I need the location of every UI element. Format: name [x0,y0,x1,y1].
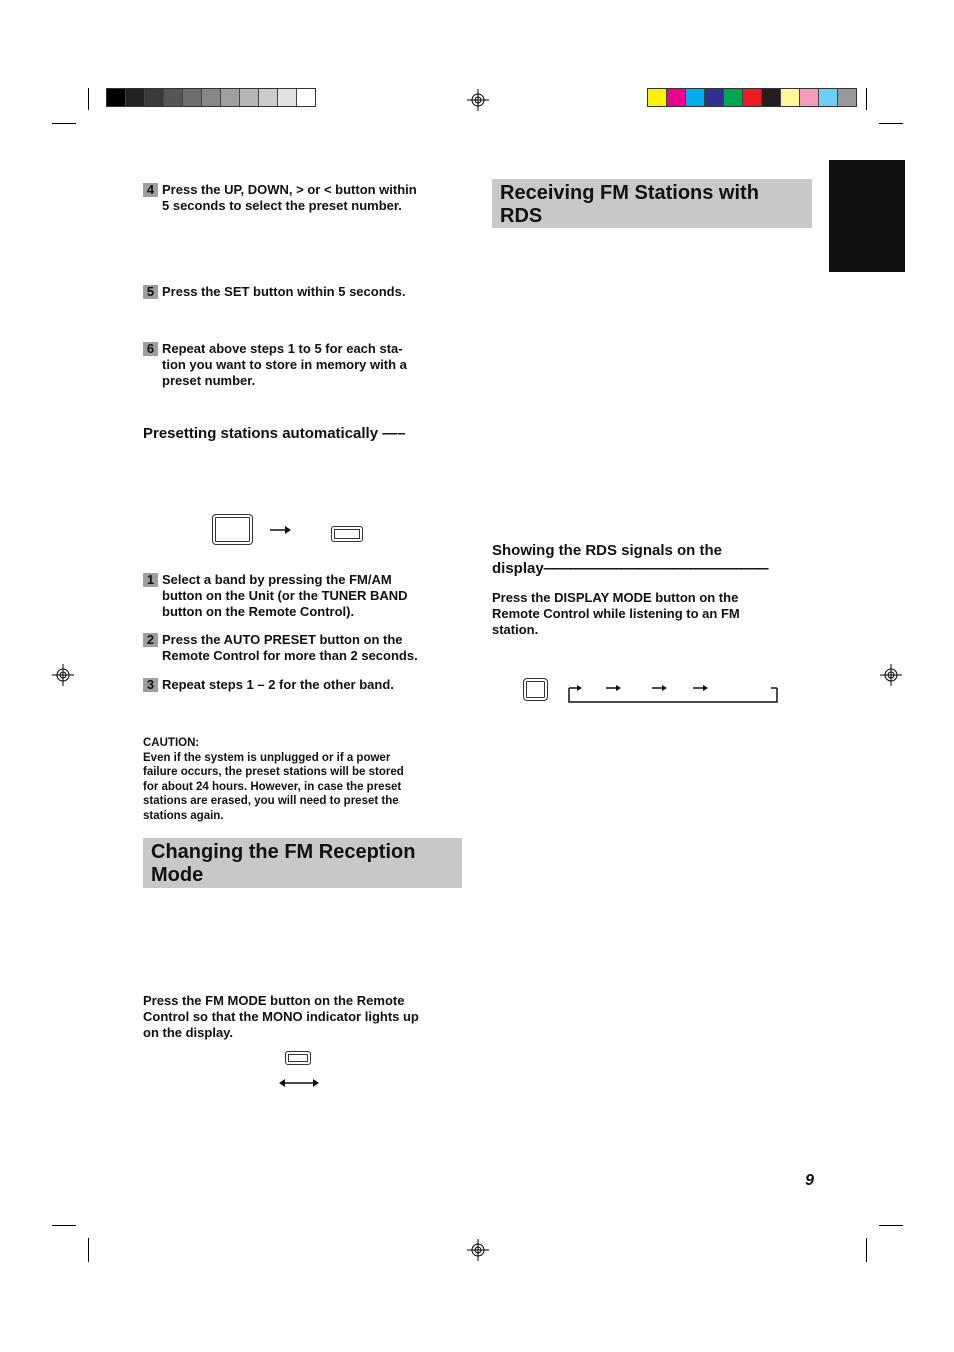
auto-preset-heading: Presetting stations automatically —– [143,425,406,442]
step-line: Remote Control for more than 2 seconds. [162,648,418,663]
calibration-swatch [297,89,315,106]
fm-mode-button-icon [285,1051,311,1065]
calibration-swatch [724,89,743,106]
fm-mode-section-title [143,838,462,888]
crop-mark [879,1225,903,1226]
calibration-swatch [667,89,686,106]
crop-mark [879,123,903,124]
display-mode-button-icon [523,678,548,701]
step-line: Press the UP, DOWN, > or < button within [162,182,417,197]
arrow-right-icon [270,524,292,536]
registration-mark-icon [52,664,74,686]
caution-line: Even if the system is unplugged or if a power [143,751,391,764]
text-line: Remote Control while listening to an FM [492,606,740,621]
step-number: 1 [143,573,158,587]
step-line: 5 seconds to select the preset number. [162,198,402,213]
calibration-swatch [743,89,762,106]
registration-mark-icon [467,1239,489,1261]
calibration-swatch [686,89,705,106]
caution-line: for about 24 hours. However, in case the preset [143,780,402,793]
rds-display-heading [492,542,812,578]
calibration-swatch [819,89,838,106]
crop-mark [88,88,89,110]
caution-line: stations again. [143,809,224,822]
fm-mode-instruction [143,993,473,1041]
section-tab [829,160,905,272]
crop-mark [866,1238,867,1262]
rds-display-instruction [492,590,812,638]
step-text [162,572,472,620]
caution-line: failure occurs, the preset stations will be stored [143,766,404,778]
calibration-swatch [800,89,819,106]
calibration-swatch [278,89,297,106]
calibration-swatch [202,89,221,106]
step-text [162,284,472,300]
calibration-swatch [240,89,259,106]
step-line: Repeat steps 1 – 2 for the other band. [162,677,394,692]
color-calibration-bar [647,88,857,107]
text-line: station. [492,622,539,637]
calibration-swatch [259,89,278,106]
calibration-swatch [164,89,183,106]
double-arrow-icon [279,1077,319,1089]
calibration-swatch [648,89,667,106]
calibration-swatch [107,89,126,106]
registration-mark-icon [467,89,489,111]
step-text [162,677,472,693]
heading-line: Showing the RDS signals on the [492,542,723,559]
step-text [162,632,472,664]
calibration-swatch [781,89,800,106]
crop-mark [88,1238,89,1262]
registration-mark-icon [880,664,902,686]
step-text [162,182,472,214]
heading-line: display——————————————— [492,560,769,577]
calibration-swatch [221,89,240,106]
calibration-swatch [762,89,781,106]
caution-line: stations are erased, you will need to preset the [143,795,399,807]
calibration-swatch [126,89,145,106]
gray-calibration-bar [106,88,316,107]
text-line: Press the DISPLAY MODE button on the [492,590,739,605]
calibration-swatch [183,89,202,106]
text-line: Press the FM MODE button on the Remote [143,993,405,1008]
step-number: 6 [143,342,158,356]
calibration-swatch [145,89,164,106]
title-line: RDS [500,205,543,227]
step-number: 2 [143,633,158,647]
text-line: Control so that the MONO indicator lights up [143,1009,419,1024]
display-cycle-diagram [566,680,782,706]
title-line: Changing the FM Reception [151,841,416,863]
title-line: Receiving FM Stations with [500,182,759,204]
step-line: Press the SET button within 5 seconds. [162,284,406,299]
step-line: tion you want to store in memory with a [162,357,407,372]
step-line: Repeat above steps 1 to 5 for each sta- [162,341,403,356]
crop-mark [52,123,76,124]
calibration-swatch [705,89,724,106]
caution-title: CAUTION: [143,737,200,749]
remote-button-icon [212,514,253,545]
text-line: on the display. [143,1025,234,1040]
rds-section-title [492,179,812,228]
page-number: 9 [805,1172,814,1189]
step-line: Select a band by pressing the FM/AM [162,572,392,587]
crop-mark [866,88,867,110]
step-text [162,341,472,389]
step-line: button on the Remote Control). [162,604,355,619]
step-line: preset number. [162,373,256,388]
caution-note [143,736,473,823]
crop-mark [52,1225,76,1226]
step-number: 3 [143,678,158,692]
step-line: button on the Unit (or the TUNER BAND [162,588,408,603]
step-number: 5 [143,285,158,299]
step-line: Press the AUTO PRESET button on the [162,632,403,647]
title-line: Mode [151,864,204,886]
display-indicator-icon [331,526,363,542]
calibration-swatch [838,89,856,106]
step-number: 4 [143,183,158,197]
